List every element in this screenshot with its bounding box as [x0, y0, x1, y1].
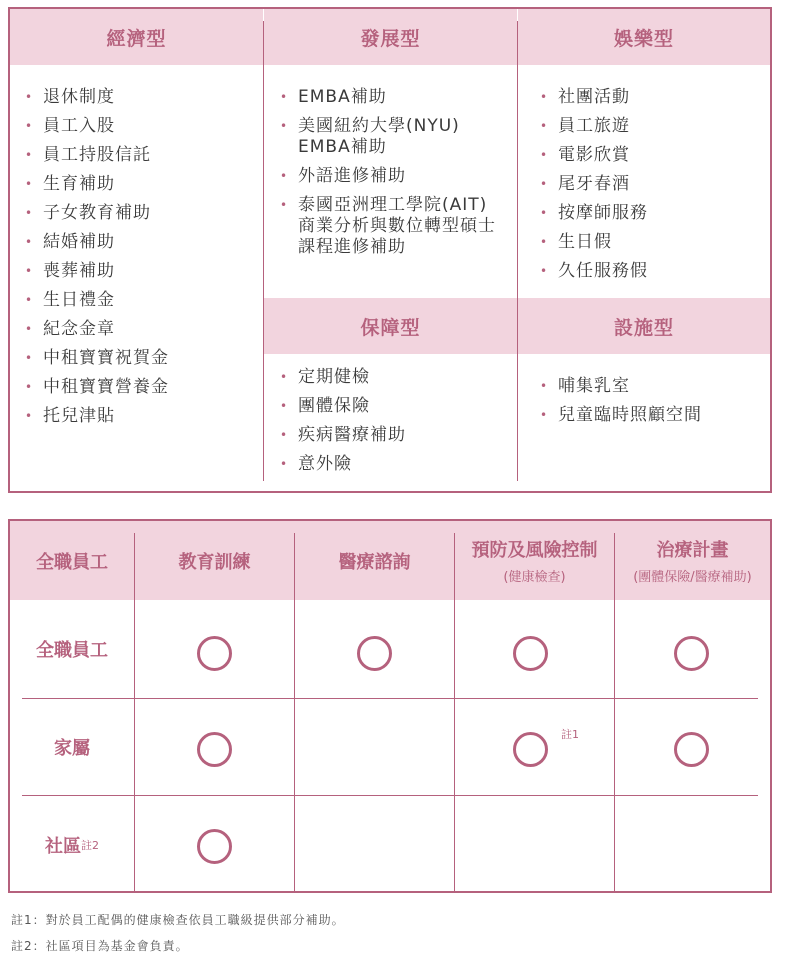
row-label-note: 註2: [81, 838, 99, 852]
development-list: [278, 87, 503, 266]
list-item: • 團體保險: [278, 396, 503, 417]
column-subtitle: (團體保險/醫療補助): [633, 570, 752, 585]
list-item: • 兒童臨時照顧空間: [538, 405, 758, 426]
list-item: • 哺集乳室: [538, 376, 758, 397]
entertainment-list: [538, 87, 758, 290]
cell-note: 註1: [561, 728, 579, 741]
column-divider: [517, 21, 518, 481]
list-item: • 電影欣賞: [538, 145, 758, 166]
list-item: • 美國紐約大學(NYU) EMBA補助: [278, 116, 503, 158]
facility-list: [538, 376, 758, 434]
health-matrix: [8, 519, 772, 893]
row-label-fulltime: [10, 600, 134, 698]
list-item: • 定期健檢: [278, 367, 503, 388]
check-circle-icon: [513, 732, 548, 767]
list-item: • 生日假: [538, 232, 758, 253]
development-header: 發展型: [264, 9, 517, 65]
column-title: 教育訓練: [178, 551, 251, 573]
check-circle-icon: [197, 732, 232, 767]
list-item: • 員工持股信託: [23, 145, 253, 166]
footnote: 註1：對於員工配偶的健康檢查依員工職級提供部分補助。: [11, 913, 345, 927]
column-header: [135, 521, 294, 600]
check-circle-icon: [674, 732, 709, 767]
list-item: • 社團活動: [538, 87, 758, 108]
list-item: • 外語進修補助: [278, 166, 503, 187]
list-item: • 生日禮金: [23, 290, 253, 311]
footnote: 註2：社區項目為基金會負責。: [11, 939, 189, 953]
list-item: • 尾牙春酒: [538, 174, 758, 195]
corner-label: 全職員工: [36, 551, 108, 573]
check-circle-icon: [197, 636, 232, 671]
list-item: • 員工入股: [23, 116, 253, 137]
list-item: • 中租寶寶祝賀金: [23, 348, 253, 369]
list-item: • 久任服務假: [538, 261, 758, 282]
list-item: • 員工旅遊: [538, 116, 758, 137]
list-item: • 結婚補助: [23, 232, 253, 253]
row-label: 家屬: [54, 738, 90, 759]
list-item: • 疾病醫療補助: [278, 425, 503, 446]
column-divider: [263, 21, 264, 481]
list-item: • 子女教育補助: [23, 203, 253, 224]
benefits-table: [8, 7, 772, 493]
list-item: • 托兒津貼: [23, 406, 253, 427]
list-item: • EMBA補助: [278, 87, 503, 108]
check-circle-icon: [197, 829, 232, 864]
list-item: • 中租寶寶營養金: [23, 377, 253, 398]
column-header: [295, 521, 454, 600]
column-title: 醫療諮詢: [338, 551, 411, 573]
economic-header: 經濟型: [10, 9, 263, 65]
list-item: • 紀念金章: [23, 319, 253, 340]
column-header: [615, 521, 770, 600]
security-header: 保障型: [264, 298, 517, 354]
security-list: [278, 367, 503, 483]
check-circle-icon: [513, 636, 548, 671]
list-item: • 生育補助: [23, 174, 253, 195]
column-title: 治療計畫: [656, 540, 729, 561]
row-label: 全職員工: [36, 640, 108, 661]
facility-header: 設施型: [518, 298, 770, 354]
row-label-community: [10, 796, 134, 893]
list-item: • 按摩師服務: [538, 203, 758, 224]
check-circle-icon: [357, 636, 392, 671]
row-label: 社區: [45, 835, 81, 857]
economic-list: [23, 87, 253, 435]
column-title: 預防及風險控制: [471, 540, 598, 561]
matrix-corner-header: [10, 521, 134, 600]
list-item: • 退休制度: [23, 87, 253, 108]
column-subtitle: (健康檢查): [503, 570, 566, 585]
check-circle-icon: [674, 636, 709, 671]
entertainment-header: 娛樂型: [518, 9, 770, 65]
list-item: • 喪葬補助: [23, 261, 253, 282]
list-item: • 泰國亞洲理工學院(AIT)商業分析與數位轉型碩士課程進修補助: [278, 195, 503, 258]
row-label-family: [10, 699, 134, 795]
column-header: [455, 521, 614, 600]
list-item: • 意外險: [278, 454, 503, 475]
